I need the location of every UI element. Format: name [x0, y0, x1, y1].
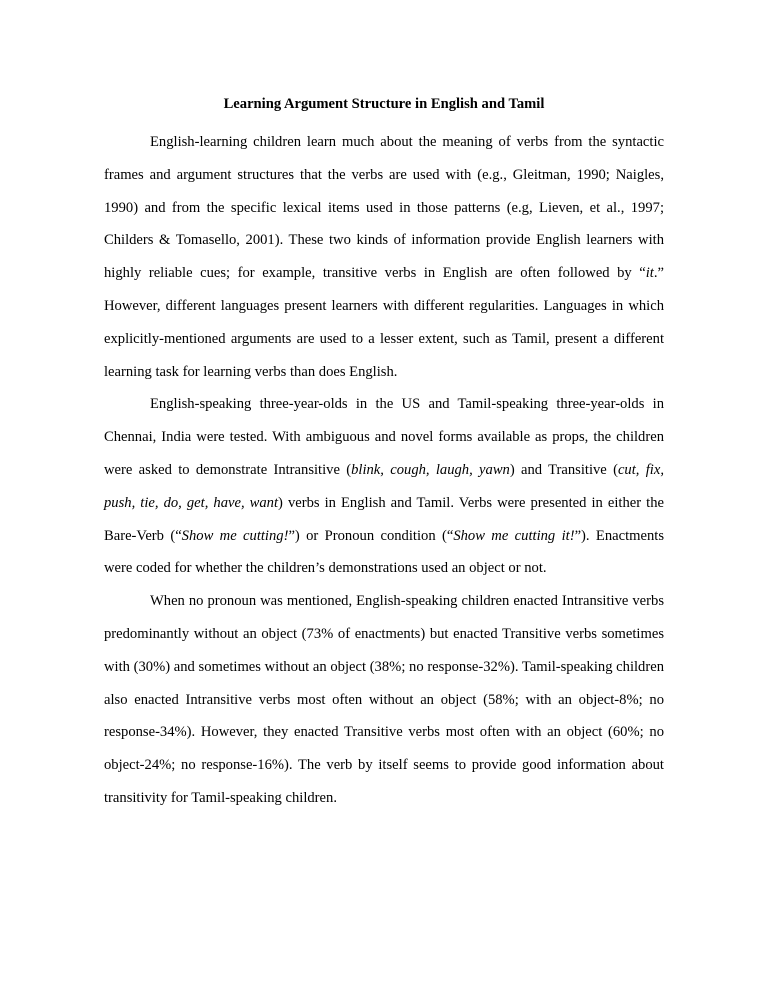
document-body [104, 94, 664, 815]
text-segment: ”) or Pronoun condition (“ [288, 527, 454, 544]
paragraph-results [104, 585, 664, 815]
text-segment: ) and Transitive ( [509, 461, 618, 478]
italic-segment: Show me cutting it! [453, 527, 575, 544]
text-segment: When no pronoun was mentioned, English-speaking children enacted Intransitive verbs predominantly without an object (73% of enactments) but enacted Transitive verbs sometimes with (30%) and sometimes without an object (38%; no response-32%). Tamil-speaking children also enacted Intransitive verbs most often without an object (58%; with an object-8%; no response-34%). However, they enacted Transitive verbs most often with an object (60%; no object-24%; no response-16%). The verb by itself seems to provide good information about transitivity for Tamil-speaking children. [104, 593, 664, 806]
italic-segment: cut, fix, push, tie, do, get, have, want [104, 461, 664, 511]
text-segment: English-learning children learn much about the meaning of verbs from the syntactic frames and argument structures that the verbs are used with (e.g., Gleitman, 1990; Naigles, 1990) and from the specific lexical items used in those patterns (e.g, Lieven, et al., 1997; Childers & Tomasello, 2001). These two kinds of information provide English learners with highly reliable cues; for example, transitive verbs in English are often followed by “ [104, 134, 664, 282]
text-segment: ) verbs in English and Tamil. Verbs were presented in either the Bare-Verb (“ [104, 494, 664, 544]
italic-segment: it [645, 265, 654, 282]
italic-segment: blink, cough, laugh, yawn [351, 461, 510, 478]
paragraph-introduction [104, 126, 664, 388]
text-segment: .” However, different languages present learners with different regularities. Languages in which explicitly-mentioned arguments are used to a lesser extent, such as Tamil, present a different learning task for learning verbs than does English. [104, 265, 664, 380]
document-title: Learning Argument Structure in English and Tamil [223, 96, 545, 112]
text-segment: ”). Enactments were coded for whether the children’s demonstrations used an object or not. [104, 527, 664, 577]
italic-segment: Show me cutting! [181, 527, 289, 544]
text-segment: English-speaking three-year-olds in the US and Tamil-speaking three-year-olds in Chennai, India were tested. With ambiguous and novel forms available as props, the children were asked to demonstrate Intransitive ( [104, 396, 664, 478]
paragraph-method [104, 388, 664, 585]
